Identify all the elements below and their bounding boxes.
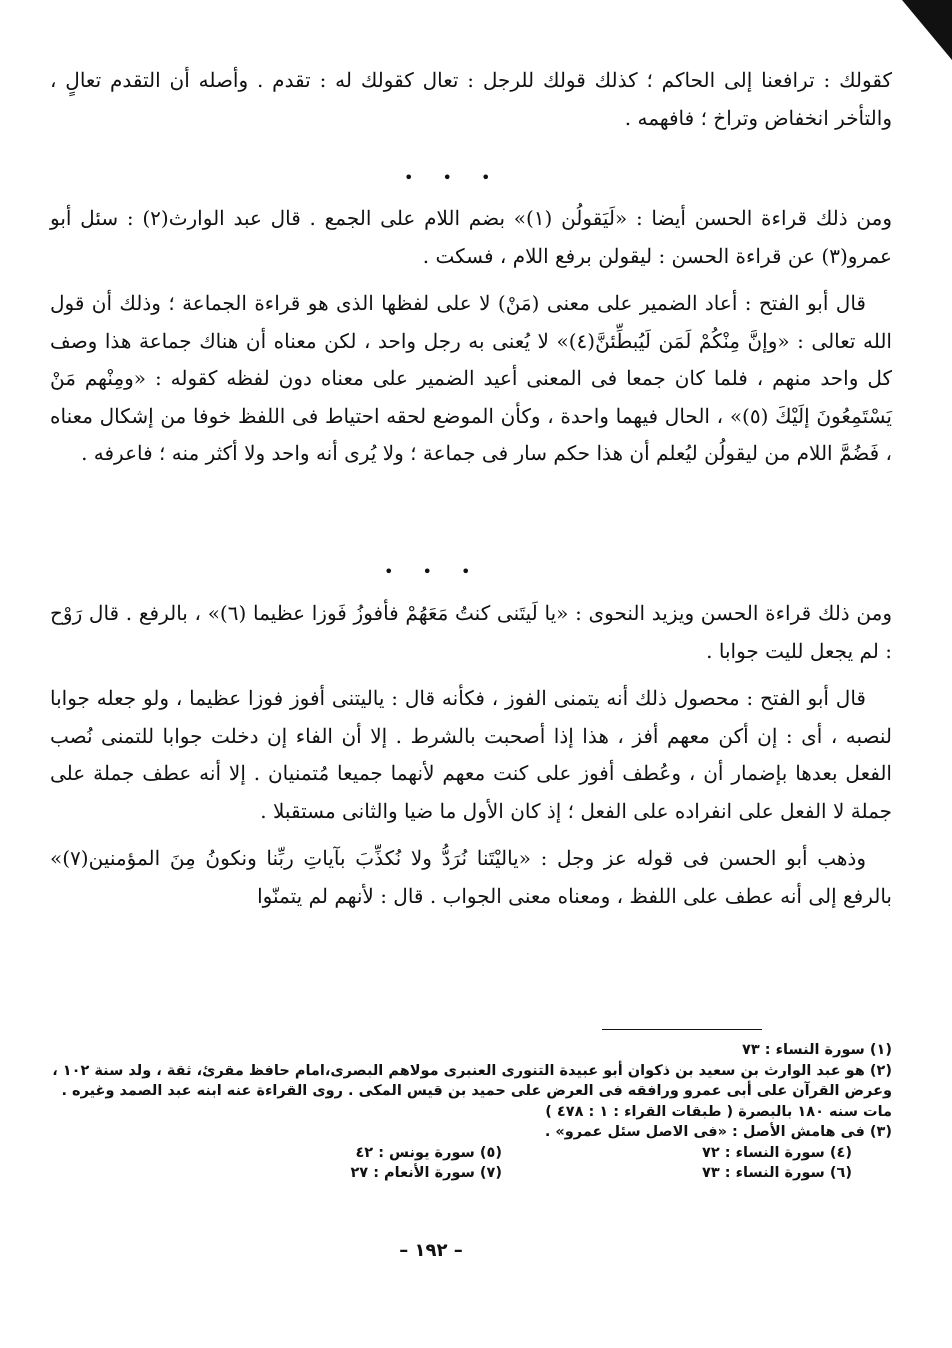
paragraph-1: كقولك : ترافعنا إلى الحاكم ؛ كذلك قولك للرجل : تعال كقولك له : تقدم . وأصله أن التقدم تعالٍ ، والتأخر انخفاض وتراخ ؛ فافهمه .: [50, 68, 892, 130]
page-number: – ١٩٢ –: [399, 1240, 463, 1261]
footnote-5: (٥) سورة يونس : ٤٢: [355, 1144, 502, 1161]
footnote-row: [50, 1143, 892, 1164]
footnote-1: (١) سورة النساء : ٧٣: [741, 1042, 892, 1058]
paragraph-5: قال أبو الفتح : محصول ذلك أنه يتمنى الفوز ، فكأنه قال : ياليتنى أفوز فوزا عظيما ، ولو جعله جوابا لنصبه ، أى : إن أكن معهم أفز ، هذا إذا أصحبت بالشرط . إلا أن الفاء إن دخلت جوابا للتمنى نُصب الفعل بعدها بإضمار أن ، وعُطف أفوز على كنت معهم لأنهما جميعا مُتمنيان . إلا أنه عطف جملة على جملة لا الفعل على انفراده على الفعل ؛ إذ كان الأول ما ضيا والثانى مستقبلا .: [50, 686, 892, 823]
paragraph-3: قال أبو الفتح : أعاد الضمير على معنى (مَنْ) لا على لفظها الذى هو قراءة الجماعة ؛ وذلك أن قول الله تعالى : «وإنَّ مِنْكُمْ لَمَن لَيُبطِّئنَّ(٤)» لا يُعنى به رجل واحد ، لكن معناه أن هناك جماعة هذا وصف كل واحد منهم ، فلما كان جمعا فى المعنى أعيد الضمير على معناه دون لفظه كقوله : «ومِنْهم مَنْ يَسْتَمِعُونَ إلَيْكَ (٥)» ، الحال فيهما واحدة ، وكأن الموضع لحقه احتياط فى اللفظ خوفا من إشكال معناه ، فَضُمَّ اللام من ليقولُن ليُعلم أن هذا حكم سار فى جماعة ؛ ولا يُرى أنه واحد ولا أكثر منه ؛ فاعرفه .: [50, 291, 892, 465]
footnote-7: (٧) سورة الأنعام : ٢٧: [350, 1165, 502, 1181]
footnote-3: (٣) فى هامش الأصل : «فى الاصل سئل عمرو» .: [544, 1124, 892, 1140]
footnote-2: (٢) هو عبد الوارث بن سعيد بن ذكوان أبو عبيدة التنورى العنبرى مولاهم البصرى،امام حافظ مقرئ، ثقة ، ولد سنة ١٠٢ ، وعرض القرآن على أبى عمرو ورافقه فى العرض على حميد بن قيس المكى . روى القراءة عنه ابنه عبد الصمد وغيره . مات سنه ١٨٠ بالبصرة ( طبقات القراء : ١ : ٤٧٨ ): [52, 1062, 892, 1120]
footnotes: [50, 1040, 892, 1184]
page-body-3: [50, 595, 892, 925]
section-separator: • • •: [384, 562, 483, 581]
footnote-row: [50, 1163, 892, 1184]
page-body-2: [50, 200, 892, 483]
page-body: [50, 62, 892, 147]
paragraph-4: ومن ذلك قراءة الحسن ويزيد النحوى : «يا لَيتَنى كنتُ مَعَهُمْ فأفوزُ فَوزا عظيما (٦)» ، بالرفع . قال رَوْح : لم يجعل لليت جوابا .: [50, 601, 893, 663]
page-corner-mark: [902, 0, 952, 60]
footnote-4: (٤) سورة النساء : ٧٢: [701, 1144, 852, 1161]
paragraph-6: وذهب أبو الحسن فى قوله عز وجل : «ياليْتَنا نُرَدُّ ولا نُكذِّبَ بآياتِ ربِّنا ونكونُ مِنَ المؤمنين(٧)» بالرفع إلى أنه عطف على اللفظ ، ومعناه معنى الجواب . قال : لأنهم لم يتمنّوا: [50, 846, 892, 908]
footnote-rule: [602, 1029, 762, 1030]
paragraph-2: ومن ذلك قراءة الحسن أيضا : «لَيَقولُن (١)» بضم اللام على الجمع . قال عبد الوارث(٢) : سئل أبو عمرو(٣) عن قراءة الحسن : ليقولن برفع اللام ، فسكت .: [50, 206, 893, 268]
section-separator: • • •: [404, 168, 503, 187]
footnote-6: (٦) سورة النساء : ٧٣: [701, 1165, 852, 1181]
